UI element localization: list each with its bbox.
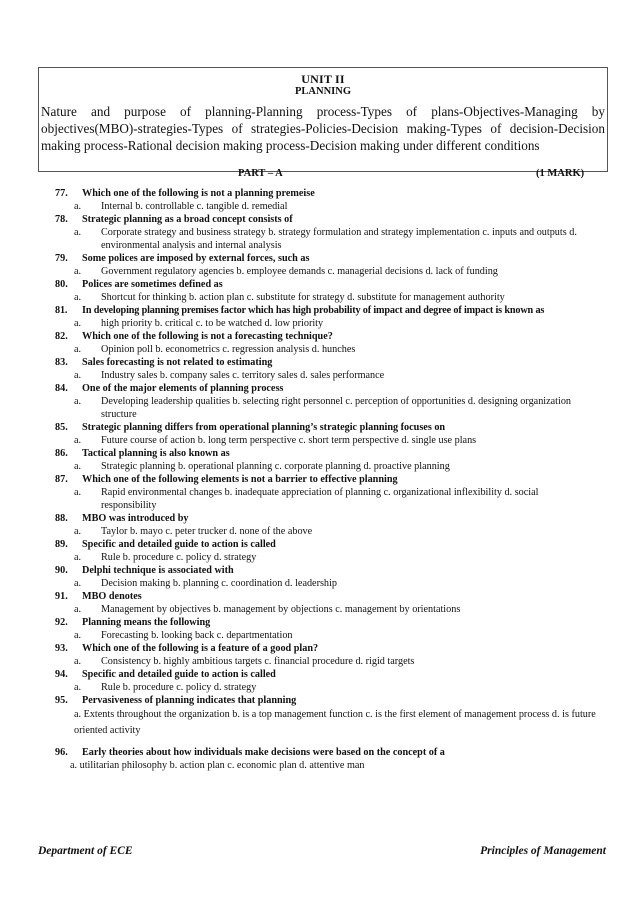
option-text: Rule b. procedure c. policy d. strategy (101, 682, 257, 693)
answer-options (55, 460, 620, 473)
question-text: Delphi technique is associated with (82, 565, 234, 576)
question-text: Strategic planning differs from operational planning’s strategic planning focuses on (82, 422, 446, 433)
question-text: In developing planning premises factor which has high probability of impact and degree of impact is known as (82, 305, 545, 316)
answer-options (55, 343, 620, 356)
option-text: Government regulatory agencies b. employee demands c. managerial decisions d. lack of funding (101, 266, 498, 277)
question (55, 616, 620, 629)
question-text: Specific and detailed guide to action is called (82, 539, 276, 550)
question-text: One of the major elements of planning process (82, 383, 284, 394)
question-text: Which one of the following is not a forecasting technique? (82, 331, 333, 342)
question-number: 77. (55, 188, 68, 199)
option-text: Rapid environmental changes b. inadequate appreciation of planning c. organizational inflexibility d. social responsibility (101, 487, 539, 511)
question (55, 564, 620, 577)
question-text: Polices are sometimes defined as (82, 279, 223, 290)
question-number: 82. (55, 331, 68, 342)
question-text: Specific and detailed guide to action is called (82, 669, 276, 680)
question-number: 83. (55, 357, 68, 368)
option-prefix: a. (74, 604, 82, 615)
part-label: PART – A (238, 168, 283, 179)
question (55, 382, 620, 395)
question-text: Strategic planning as a broad concept consists of (82, 214, 293, 225)
option-prefix: a. (74, 266, 82, 277)
question (55, 330, 620, 343)
option-prefix: a. (74, 201, 82, 212)
answer-options (55, 200, 620, 213)
option-prefix: a. (74, 552, 82, 563)
question-number: 85. (55, 422, 68, 433)
answer-options (55, 369, 620, 382)
option-text: Taylor b. mayo c. peter trucker d. none of the above (101, 526, 313, 537)
option-text: Developing leadership qualities b. selecting right personnel c. perception of opportunities d. designing organization structure (101, 396, 572, 420)
answer-options (55, 486, 620, 512)
answer-options (55, 577, 620, 590)
answer-options (55, 603, 620, 616)
question-number: 93. (55, 643, 68, 654)
question (55, 278, 620, 291)
option-text: Corporate strategy and business strategy b. strategy formulation and strategy implementation c. inputs and outputs d. environmental analysis and internal analysis (101, 227, 577, 251)
option-text: high priority b. critical c. to be watched d. low priority (101, 318, 324, 329)
option-text: a. utilitarian philosophy b. action plan c. economic plan d. attentive man (70, 760, 365, 771)
option-prefix: a. (74, 396, 82, 407)
question-number: 79. (55, 253, 68, 264)
question (55, 590, 620, 603)
option-prefix: a. (74, 344, 82, 355)
question-number: 91. (55, 591, 68, 602)
option-text: Management by objectives b. management by objections c. management by orientations (101, 604, 461, 615)
question-number: 92. (55, 617, 68, 628)
question (55, 668, 620, 681)
question-number: 81. (55, 305, 68, 316)
option-text: Forecasting b. looking back c. departmentation (101, 630, 293, 641)
option-prefix: a. (74, 370, 82, 381)
part-marks: (1 MARK) (536, 168, 585, 179)
question-text: MBO denotes (82, 591, 142, 602)
spacer (55, 739, 620, 746)
answer-options (55, 226, 620, 252)
option-prefix: a. (74, 526, 82, 537)
question-text: Early theories about how individuals make decisions were based on the concept of a (82, 747, 445, 758)
footer-department: Department of ECE (38, 845, 133, 857)
question (55, 512, 620, 525)
question (55, 252, 620, 265)
unit-header-box (38, 67, 608, 172)
question (55, 421, 620, 434)
answer-options (55, 551, 620, 564)
option-text: Industry sales b. company sales c. territory sales d. sales performance (101, 370, 385, 381)
answer-options (55, 395, 620, 421)
question (55, 187, 620, 200)
answer-options (55, 681, 620, 694)
question (55, 447, 620, 460)
question-text: Which one of the following elements is not a barrier to effective planning (82, 474, 398, 485)
option-prefix: a. (74, 656, 82, 667)
question-number: 89. (55, 539, 68, 550)
option-prefix: a. (74, 227, 82, 238)
question-number: 80. (55, 279, 68, 290)
option-prefix: a. (74, 578, 82, 589)
question-text: Sales forecasting is not related to estimating (82, 357, 273, 368)
question-number: 86. (55, 448, 68, 459)
answer-options (55, 291, 620, 304)
question (55, 694, 620, 707)
question-text: Planning means the following (82, 617, 211, 628)
question (55, 642, 620, 655)
footer-subject: Principles of Management (480, 845, 606, 857)
answer-options (55, 434, 620, 447)
question (55, 304, 620, 317)
answer-options (55, 525, 620, 538)
option-text: Shortcut for thinking b. action plan c. substitute for strategy d. substitute for management authority (101, 292, 505, 303)
option-text: Rule b. procedure c. policy d. strategy (101, 552, 257, 563)
option-text: Strategic planning b. operational planning c. corporate planning d. proactive planning (101, 461, 450, 472)
option-text: Internal b. controllable c. tangible d. remedial (101, 201, 288, 212)
option-text: Future course of action b. long term perspective c. short term perspective d. single use plans (101, 435, 477, 446)
option-prefix: a. (74, 487, 82, 498)
answer-options (55, 655, 620, 668)
answer-options (55, 317, 620, 330)
question-list (55, 187, 620, 772)
answer-options (55, 759, 620, 772)
question-text: Tactical planning is also known as (82, 448, 230, 459)
option-text: Decision making b. planning c. coordination d. leadership (101, 578, 337, 589)
question (55, 213, 620, 226)
answer-options (55, 629, 620, 642)
question-number: 94. (55, 669, 68, 680)
question-text: MBO was introduced by (82, 513, 189, 524)
question-text: Which one of the following is not a planning premeise (82, 188, 315, 199)
option-text: Opinion poll b. econometrics c. regression analysis d. hunches (101, 344, 356, 355)
unit-subtitle: PLANNING (294, 86, 351, 97)
question-number: 96. (55, 747, 68, 758)
question-number: 87. (55, 474, 68, 485)
question-text: Pervasiveness of planning indicates that planning (82, 695, 297, 706)
question-text: Some polices are imposed by external forces, such as (82, 253, 310, 264)
syllabus-description: Nature and purpose of planning-Planning process-Types of plans-Objectives-Managing by objectives(MBO)-strategies-Types of strategies-Policies-Decision making-Types of decision-Decision making process-Rational decision making process-Decision making under different conditions (41, 104, 605, 153)
question (55, 356, 620, 369)
option-text: a. Extents throughout the organization b. is a top management function c. is the first element of management process d. is future oriented activity (74, 709, 596, 736)
unit-title: UNIT II (301, 72, 345, 86)
question (55, 473, 620, 486)
answer-options (55, 265, 620, 278)
question (55, 746, 620, 759)
option-prefix: a. (74, 318, 82, 329)
question-number: 95. (55, 695, 68, 706)
answer-options (55, 707, 620, 739)
option-prefix: a. (74, 682, 82, 693)
option-prefix: a. (74, 630, 82, 641)
option-text: Consistency b. highly ambitious targets c. financial procedure d. rigid targets (101, 656, 415, 667)
question-text: Which one of the following is a feature of a good plan? (82, 643, 319, 654)
question-number: 88. (55, 513, 68, 524)
option-prefix: a. (74, 292, 82, 303)
option-prefix: a. (74, 435, 82, 446)
option-prefix: a. (74, 461, 82, 472)
question (55, 538, 620, 551)
question-number: 84. (55, 383, 68, 394)
question-number: 78. (55, 214, 68, 225)
question-number: 90. (55, 565, 68, 576)
